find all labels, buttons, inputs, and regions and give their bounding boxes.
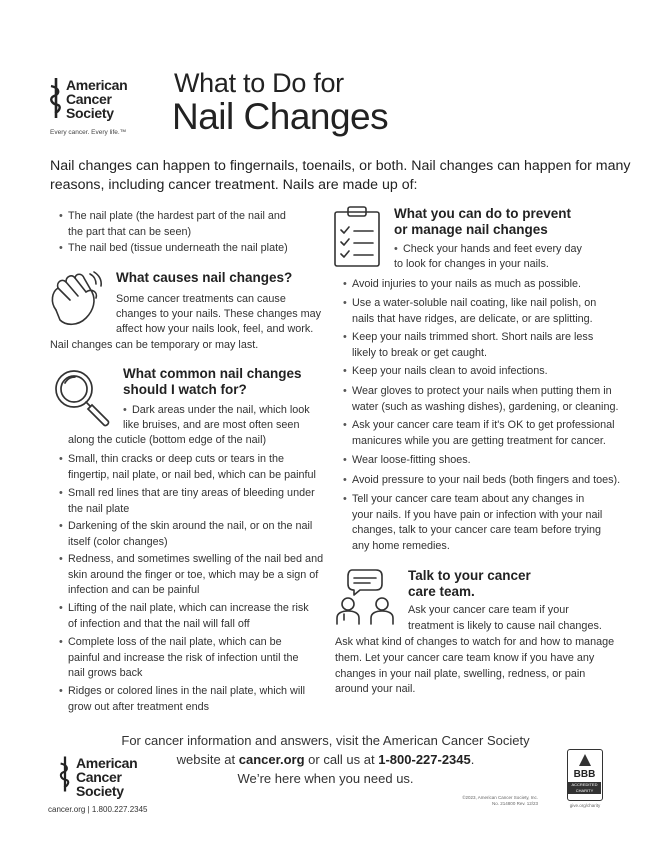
hand-icon — [46, 270, 104, 330]
list-item: • Darkening of the skin around the nail, or on the nail itself (color changes) — [68, 519, 312, 550]
talk-line1: Ask your cancer care team if your — [408, 604, 569, 616]
list-item: • Complete loss of the nail plate, which can be painful and increase the risk of infection until the nail grows back — [68, 635, 298, 682]
doc-number: No. 214800 Rev. 12/23 — [492, 801, 538, 806]
list-item: • Wear loose-fitting shoes. — [352, 453, 471, 469]
footer-line2: website at cancer.org or call us at 1-800-227-2345. — [176, 752, 475, 767]
watch-first-line2: like bruises, and are most often seen — [123, 419, 300, 431]
causes-line3: affect how your nails look, feel, and work. — [116, 323, 314, 335]
copyright: ©2023, American Cancer Society, Inc. — [462, 795, 538, 800]
watch-heading-line1: What common nail changes — [123, 366, 302, 381]
list-item: • The nail bed (tissue underneath the nail plate) — [68, 241, 288, 257]
list-item: • Redness, and sometimes swelling of the nail bed and skin around the finger or toe, which may be a sign of infection and can be painful — [68, 552, 323, 599]
website-link[interactable]: cancer.org — [238, 752, 305, 767]
talk-line4: them. Let your cancer care team know if you have any — [335, 652, 595, 664]
page-title: Nail Changes — [172, 96, 389, 137]
talk-line2: treatment is likely to cause nail changes. — [408, 620, 602, 632]
list-item: • Wear gloves to protect your nails when putting them in water (such as washing dishes), gardening, or cleaning. — [352, 384, 618, 415]
list-item: • Keep your nails trimmed short. Short nails are less likely to break or get caught. — [352, 330, 593, 361]
prevent-heading-line1: What you can do to prevent — [394, 206, 572, 221]
intro-line2: reasons, including cancer treatment. Nails are made up of: — [50, 177, 418, 193]
talk-line5: changes in your nail plate, swelling, redness, or pain — [335, 668, 586, 680]
sword-logo-icon — [58, 754, 72, 794]
footer-line3: We’re here when you need us. — [237, 771, 414, 786]
footer-line1: For cancer information and answers, visit the American Cancer Society — [121, 733, 530, 748]
prevent-first-line2: to look for changes in your nails. — [394, 258, 549, 270]
org-name-line1: American — [66, 77, 128, 93]
intro-line1: Nail changes can happen to fingernails, toenails, or both. Nail changes can happen for many — [50, 158, 631, 174]
causes-heading: What causes nail changes? — [116, 270, 293, 285]
acs-logo — [48, 76, 148, 128]
bbb-label: BBB — [573, 769, 596, 780]
checklist-icon — [333, 206, 383, 268]
list-item: • Check your hands and feet every day — [403, 242, 582, 258]
list-item: • Lifting of the nail plate, which can increase the risk of infection and that the nail will fall off — [68, 601, 309, 632]
talk-heading-line1: Talk to your cancer — [408, 568, 531, 583]
list-item: • Avoid pressure to your nail beds (both fingers and toes). — [352, 473, 620, 489]
footer-org-line3: Society — [76, 783, 124, 799]
title-small: What to Do for — [174, 68, 344, 98]
sword-logo-icon — [48, 78, 64, 118]
list-item: • Small red lines that are tiny areas of bleeding under the nail plate — [68, 486, 315, 517]
tagline: Every cancer. Every life.™ — [50, 129, 127, 136]
list-item: • Keep your nails clean to avoid infections. — [352, 364, 548, 380]
talk-heading-line2: care team. — [408, 584, 475, 599]
acs-footer-logo — [58, 752, 158, 798]
talk-line3: Ask what kind of changes to watch for and how to manage — [335, 636, 615, 648]
watch-heading-line2: should I watch for? — [123, 382, 247, 397]
causes-line1: Some cancer treatments can cause — [116, 293, 286, 305]
org-name-line2: Cancer — [66, 91, 112, 107]
bbb-sub2: CHARITY — [568, 788, 601, 794]
causes-line2: changes to your nails. These changes may — [116, 308, 322, 320]
footer-org-line2: Cancer — [76, 769, 122, 785]
watch-first-line3: along the cuticle (bottom edge of the nail) — [68, 434, 267, 446]
list-item: • Tell your cancer care team about any changes in your nails. If you have pain or infection with your nail changes, talk to your cancer care team before trying any home remedies. — [352, 492, 602, 554]
list-item: • The nail plate (the hardest part of the nail and the part that can be seen) — [68, 209, 286, 240]
causes-line4: Nail changes can be temporary or may last. — [50, 339, 259, 351]
footer-org-line1: American — [76, 755, 138, 771]
list-item: • Ask your cancer care team if it's OK to get professional manicures while you are getting treatment for cancer. — [352, 418, 615, 449]
conversation-icon — [336, 566, 398, 626]
bbb-sub1: ACCREDITED — [568, 782, 601, 788]
bbb-url: give.org/charity — [569, 803, 601, 808]
list-item: • Small, thin cracks or deep cuts or tears in the fingertip, nail plate, or nail bed, which can be painful — [68, 452, 316, 483]
phone-link[interactable]: 1-800-227-2345 — [378, 752, 471, 767]
bbb-badge — [567, 749, 603, 801]
footer-contact: cancer.org | 1.800.227.2345 — [48, 805, 148, 814]
prevent-heading-line2: or manage nail changes — [394, 222, 548, 237]
list-item: • Use a water-soluble nail coating, like nail polish, on nails that have ridges, are delicate, or are splitting. — [352, 296, 596, 327]
list-item: • Ridges or colored lines in the nail plate, which will grow out after treatment ends — [68, 684, 305, 715]
org-name-line3: Society — [66, 105, 114, 121]
talk-line6: around your nail. — [335, 683, 416, 695]
list-item: • Dark areas under the nail, which look — [132, 403, 310, 419]
list-item: • Avoid injuries to your nails as much as possible. — [352, 277, 581, 293]
bbb-torch-icon — [577, 753, 593, 767]
magnifying-glass-icon — [48, 365, 112, 429]
